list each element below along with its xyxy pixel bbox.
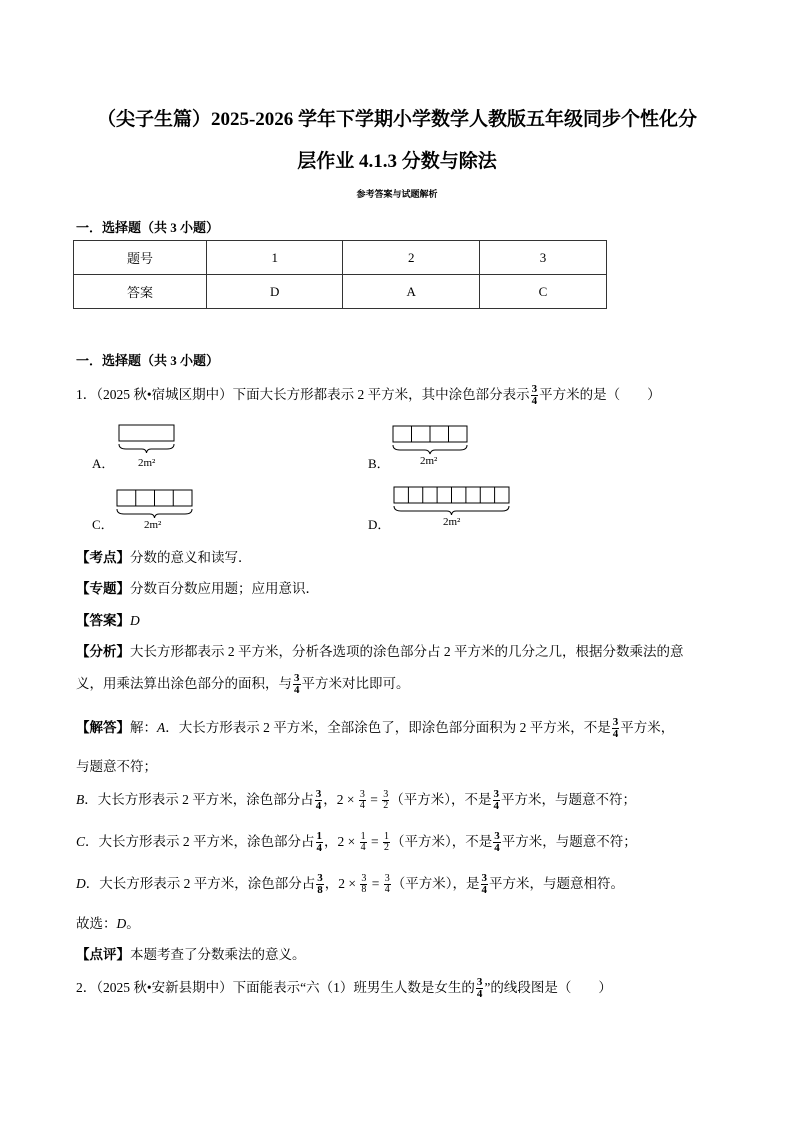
section-heading: 一．选择题（共 3 小题） — [76, 353, 220, 368]
row-label: 题号 — [74, 241, 207, 275]
question-2-stem: 2．（2025 秋•安新县期中）下面能表示“六（1）班男生人数是女生的 $\frac{3}{4}$ ”的线段图是（ ） — [76, 976, 612, 1001]
fraction: $\frac{3}{4}$ — [531, 383, 538, 408]
fenxi-line-1: 【分析】大长方形都表示 2 平方米，分析各选项的涂色部分占 2 平方米的几分之几，根据分数乘法的意 — [76, 644, 684, 659]
solution-line-b: B．大长方形表示 2 平方米，涂色部分占 $\frac{3}{4}$ ，2 × $\frac{3}{4}$ = $\frac{3}{2}$ （平方米），不是 $\frac{3}{4}$ 平方米，与题意不符； — [76, 788, 636, 813]
table-cell: 1 — [207, 241, 343, 275]
fraction: $\frac{3}{8}$ — [317, 872, 323, 897]
jieda-line-2: 与题意不符； — [76, 759, 157, 774]
fraction: $\frac{3}{4}$ — [294, 672, 300, 697]
table-row — [74, 241, 607, 275]
area-label: 2m² — [144, 519, 162, 531]
fenxi-line-2: 义，用乘法算出涂色部分的面积，与 $\frac{3}{4}$ 平方米对比即可。 — [76, 672, 410, 697]
fraction: $\frac{3}{4}$ — [359, 789, 365, 812]
title-line-2: 层作业 4.1.3 分数与除法 — [297, 151, 497, 172]
fraction: $\frac{3}{4}$ — [612, 716, 619, 741]
table-cell: D — [207, 275, 343, 309]
stem-text: 平方米的是（ ） — [539, 387, 661, 402]
area-label: 2m² — [138, 457, 156, 469]
fraction: $\frac{3}{2}$ — [383, 789, 389, 812]
jieda-line-1: 【解答】解：A．大长方形表示 2 平方米，全部涂色了，即涂色部分面积为 2 平方米，不是 $\frac{3}{4}$ 平方米， — [76, 716, 675, 741]
area-label: 2m² — [443, 516, 461, 528]
fraction: $\frac{1}{2}$ — [384, 831, 390, 854]
option-a-diagram — [118, 424, 178, 470]
table-cell: C — [479, 275, 606, 309]
zhuanti-line: 【专题】分数百分数应用题；应用意识． — [76, 581, 319, 596]
row-label: 答案 — [74, 275, 207, 309]
option-d-label: D． — [368, 517, 391, 532]
option-b-label: B． — [368, 456, 390, 471]
fraction: $\frac{1}{4}$ — [360, 831, 366, 854]
area-label: 2m² — [420, 455, 438, 467]
fraction: $\frac{3}{4}$ — [481, 872, 487, 897]
fraction: $\frac{1}{4}$ — [316, 830, 323, 855]
option-c-diagram — [116, 488, 196, 534]
fraction: $\frac{3}{4}$ — [494, 830, 500, 855]
answer-table — [73, 240, 607, 309]
option-a-label: A． — [92, 456, 115, 471]
table-cell: 2 — [343, 241, 479, 275]
table-cell: A — [343, 275, 479, 309]
fraction: $\frac{3}{4}$ — [384, 873, 390, 896]
section-heading: 一．选择题（共 3 小题） — [76, 220, 220, 235]
guxuan-line: 故选：D。 — [76, 916, 140, 931]
subtitle: 参考答案与试题解析 — [356, 190, 438, 200]
stem-text: 1．（2025 秋•宿城区期中）下面大长方形都表示 2 平方米，其中涂色部分表示 — [76, 387, 530, 402]
question-1-stem — [76, 383, 661, 407]
fraction: $\frac{3}{4}$ — [476, 976, 483, 1001]
fraction: $\frac{3}{8}$ — [361, 873, 367, 896]
table-cell: 3 — [479, 241, 606, 275]
fraction: $\frac{3}{4}$ — [493, 788, 499, 813]
option-b-diagram — [392, 424, 470, 470]
fraction: $\frac{3}{4}$ — [315, 788, 322, 813]
title-line-1: （尖子生篇）2025-2026 学年下学期小学数学人教版五年级同步个性化分 — [96, 109, 698, 130]
answer-line: 【答案】D — [76, 613, 140, 628]
option-d-diagram — [393, 485, 513, 531]
kaodian-line: 【考点】分数的意义和读写． — [76, 550, 252, 565]
solution-line-d: D．大长方形表示 2 平方米，涂色部分占 $\frac{3}{8}$ ，2 × $\frac{3}{8}$ = $\frac{3}{4}$ （平方米），是 $\frac{3}{4}$ 平方米，与题意相符。 — [76, 872, 624, 897]
table-row — [74, 275, 607, 309]
option-c-label: C． — [92, 517, 114, 532]
solution-line-c: C．大长方形表示 2 平方米，涂色部分占 $\frac{1}{4}$ ，2 × $\frac{1}{4}$ = $\frac{1}{2}$ （平方米），不是 $\frac{3}{4}$ 平方米，与题意不符； — [76, 830, 637, 855]
dianping-line: 【点评】本题考查了分数乘法的意义。 — [76, 947, 306, 962]
